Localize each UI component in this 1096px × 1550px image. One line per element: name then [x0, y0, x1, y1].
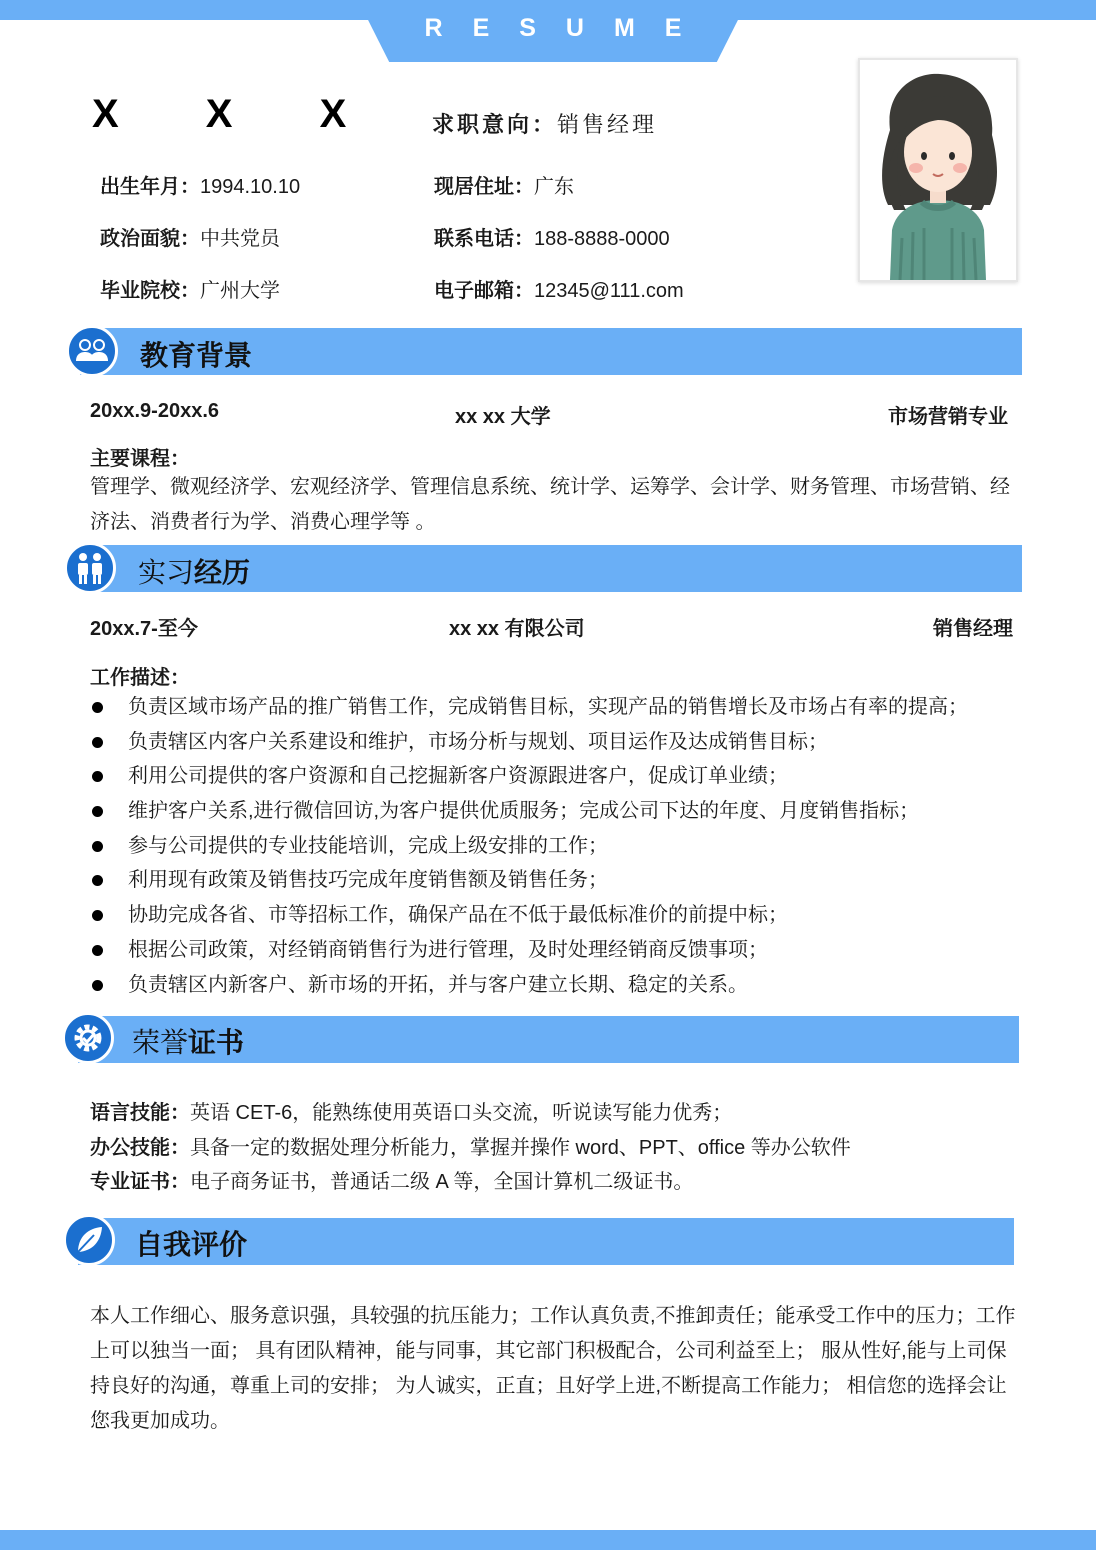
- work-desc-label: 工作描述：: [90, 667, 190, 689]
- list-item: 维护客户关系,进行微信回访,为客户提供优质服务；完成公司下达的年度、月度销售指标；: [90, 794, 968, 829]
- job-intent-value: 销售经理: [557, 112, 658, 137]
- info-phone: [434, 222, 670, 251]
- info-email-label: 电子邮箱：: [434, 280, 534, 302]
- info-politics-label: 政治面貌：: [100, 228, 200, 250]
- info-politics-value: 中共党员: [200, 228, 280, 250]
- info-school-label: 毕业院校：: [100, 280, 200, 302]
- people-icon: [69, 328, 115, 374]
- info-school-value: 广州大学: [200, 280, 280, 302]
- skill-language-value: 英语 CET-6，能熟练使用英语口头交流，听说读写能力优秀；: [190, 1102, 733, 1124]
- job-intent-label: 求职意向：: [432, 112, 558, 137]
- self-eval-icon: [63, 1214, 115, 1266]
- education-major: 市场营销专业: [888, 406, 1008, 428]
- info-phone-value: 188-8888-0000: [534, 228, 670, 250]
- courses-line-2: 济法、消费者行为学、消费心理学等 。: [90, 511, 436, 533]
- skill-certificate-value: 电子商务证书，普通话二级 A 等，全国计算机二级证书。: [190, 1171, 694, 1193]
- candidate-name: X X X: [92, 92, 385, 136]
- info-birth-label: 出生年月：: [100, 176, 200, 198]
- team-icon: [67, 545, 113, 591]
- internship-company: xx xx 有限公司: [449, 618, 585, 640]
- info-email-value: 12345@111.com: [534, 280, 684, 302]
- courses-line-1: 管理学、微观经济学、宏观经济学、管理信息系统、统计学、运筹学、会计学、财务管理、市场营销、经: [90, 476, 1010, 498]
- bottom-accent-bar: [0, 1530, 1096, 1550]
- skill-certificate: [90, 1165, 693, 1194]
- list-item: 参与公司提供的专业技能培训，完成上级安排的工作；: [90, 829, 968, 864]
- list-item: 根据公司政策，对经销商销售行为进行管理，及时处理经销商反馈事项；: [90, 933, 968, 968]
- list-item: 利用现有政策及销售技巧完成年度销售额及销售任务；: [90, 863, 968, 898]
- internship-icon: [64, 542, 116, 594]
- info-phone-label: 联系电话：: [434, 228, 534, 250]
- list-item: 负责辖区内客户关系建设和维护，市场分析与规划、项目运作及达成销售目标；: [90, 725, 968, 760]
- skill-language: [90, 1096, 732, 1125]
- list-item: 负责区域市场产品的推广销售工作，完成销售目标，实现产品的销售增长及市场占有率的提高；: [90, 690, 968, 725]
- self-eval-line-2: 上可以独当一面； 具有团队精神，能与同事，其它部门积极配合，公司利益至上； 服从性好,能与上司保: [90, 1340, 1007, 1362]
- info-birth: [100, 170, 300, 199]
- skill-office-label: 办公技能：: [90, 1137, 190, 1159]
- education-school: xx xx 大学: [455, 406, 551, 428]
- internship-title-light: 实习: [138, 557, 195, 588]
- internship-title: [138, 551, 250, 591]
- info-school: [100, 274, 280, 303]
- skill-certificate-label: 专业证书：: [90, 1171, 190, 1193]
- courses-label: 主要课程：: [90, 448, 190, 470]
- gear-icon: [65, 1015, 111, 1061]
- education-icon: [66, 325, 118, 377]
- info-address: [434, 170, 574, 199]
- list-item: 协助完成各省、市等招标工作，确保产品在不低于最低标准价的前提中标；: [90, 898, 968, 933]
- self-eval-title: 自我评价: [135, 1229, 248, 1260]
- job-intent: [432, 108, 657, 139]
- self-eval-line-3: 持良好的沟通，尊重上司的安排； 为人诚实，正直；且好学上进,不断提高工作能力； 相信您的选择会让: [90, 1375, 1007, 1397]
- skill-language-label: 语言技能：: [90, 1102, 190, 1124]
- avatar-illustration: [860, 60, 1016, 280]
- leaf-icon: [66, 1217, 112, 1263]
- internship-position: 销售经理: [933, 618, 1013, 640]
- info-email: [434, 274, 684, 303]
- education-period: 20xx.9-20xx.6: [90, 400, 220, 422]
- honors-title: [132, 1021, 244, 1061]
- honors-title-bold: 证书: [188, 1027, 245, 1058]
- info-birth-value: 1994.10.10: [200, 176, 301, 198]
- self-eval-line-4: 您我更加成功。: [90, 1410, 230, 1432]
- internship-period: 20xx.7-至今: [90, 618, 198, 640]
- resume-label: RESUME: [424, 14, 712, 42]
- skill-office-value: 具备一定的数据处理分析能力，掌握并操作 word、PPT、office 等办公软件: [190, 1137, 851, 1159]
- honors-title-light: 荣誉: [132, 1027, 189, 1058]
- self-eval-line-1: 本人工作细心、服务意识强，具较强的抗压能力；工作认真负责,不推卸责任；能承受工作中的压力；工作: [90, 1305, 1016, 1327]
- info-politics: [100, 222, 280, 251]
- internship-title-bold: 经历: [194, 557, 251, 588]
- honors-icon: [62, 1012, 114, 1064]
- list-item: 利用公司提供的客户资源和自己挖掘新客户资源跟进客户，促成订单业绩；: [90, 759, 968, 794]
- info-address-label: 现居住址：: [434, 176, 534, 198]
- avatar-photo: [858, 58, 1018, 282]
- education-title: 教育背景: [140, 340, 253, 371]
- work-desc-list: [90, 690, 968, 1002]
- list-item: 负责辖区内新客户、新市场的开拓，并与客户建立长期、稳定的关系。: [90, 968, 968, 1003]
- skill-office: [90, 1131, 851, 1160]
- info-address-value: 广东: [534, 176, 574, 198]
